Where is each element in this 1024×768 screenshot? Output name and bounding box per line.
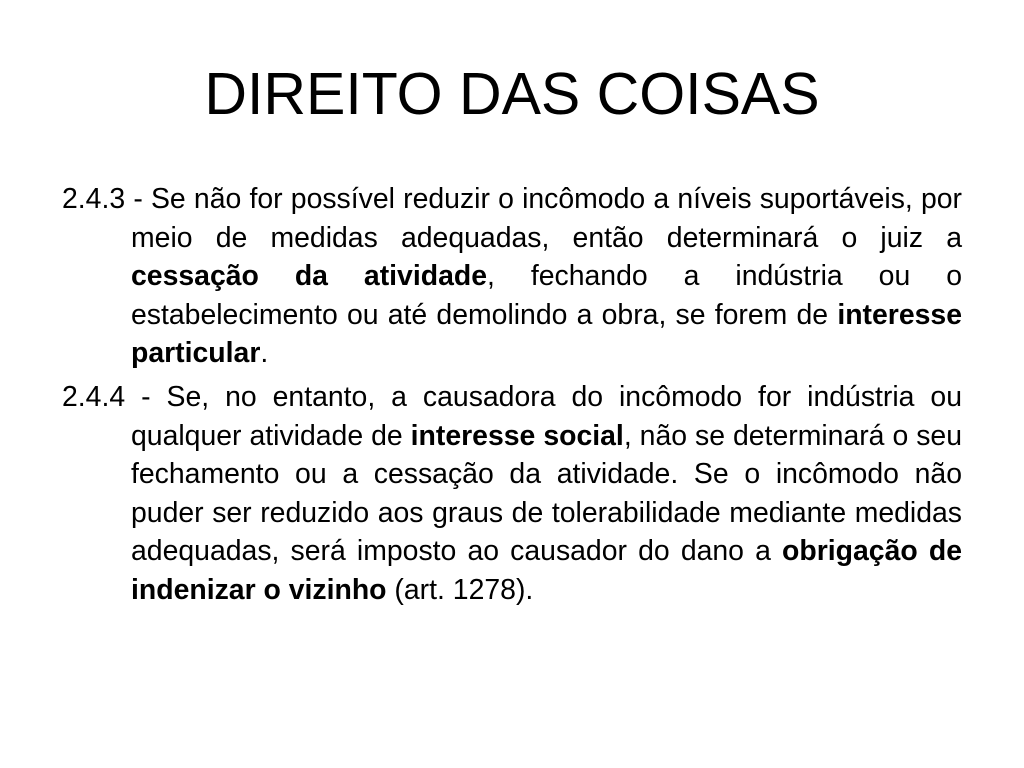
- slide-body: [62, 180, 962, 615]
- paragraph-2-4-3: [62, 180, 962, 373]
- emphasis-interesse-particular: interesse particular: [131, 298, 962, 370]
- paragraph-text: (art. 1278).: [386, 573, 534, 606]
- paragraph-text: , não se determinará o seu fechamento ou a cessação da atividade. Se o incômodo não puder ser reduzido aos graus de tolerabilidade mediante medidas adequadas, será imposto ao causador do dano a: [131, 419, 962, 568]
- paragraph-text: 2.4.4 - Se, no entanto, a causadora do incômodo for indústria ou qualquer atividade de: [62, 380, 962, 452]
- emphasis-cessacao-da-atividade: cessação da atividade: [131, 260, 487, 293]
- slide-title: DIREITO DAS COISAS: [204, 61, 820, 127]
- paragraph-text: 2.4.3 - Se não for possível reduzir o incômodo a níveis suportáveis, por meio de medidas adequadas, então determinará o juiz a: [62, 183, 962, 254]
- emphasis-obrigacao-de-indenizar: obrigação de indenizar o vizinho: [131, 535, 962, 606]
- paragraph-2-4-4: [62, 378, 962, 610]
- paragraph-text: .: [260, 337, 269, 370]
- paragraph-text: , fechando a indústria ou o estabelecimento ou até demolindo a obra, se forem de: [131, 260, 962, 331]
- emphasis-interesse-social: interesse social: [410, 419, 624, 452]
